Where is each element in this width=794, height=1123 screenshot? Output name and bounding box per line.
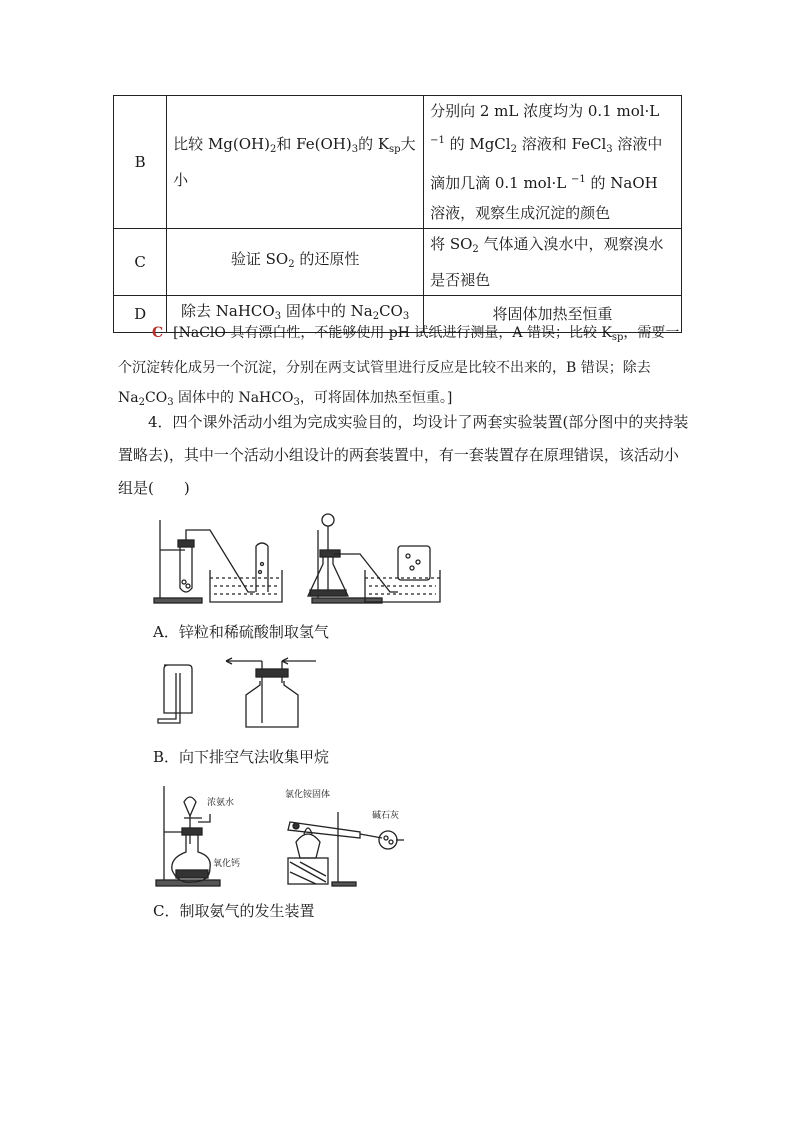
table-row [114, 96, 682, 229]
goal-cell: 比较 $Mg(OH)_2$和 $Fe(OH)_3$的 $K_{sp}$大小 [167, 96, 424, 229]
label-cao: 氧化钙 [213, 859, 241, 869]
method-cell: 分别向 2 mL 浓度均为 0.1 mol·L $^{-1}$ 的 MgCl$_2$ 溶液和 FeCl$_3$ 溶液中滴加几滴 0.1 mol·L $^{-1}$ 的 NaOH 溶液，观察生成沉淀的颜色 [424, 96, 682, 229]
experiment-table [113, 95, 682, 333]
question-4: 4．四个课外活动小组为完成实验目的，均设计了两套实验装置(部分图中的夹持装置略去)，其中一个活动小组设计的两套装置中，有一套装置存在原理错误，该活动小组是( ) [118, 413, 689, 497]
label-sodalime: 碱石灰 [372, 811, 400, 821]
option-cell: B [114, 96, 167, 229]
caption-a: A．锌粒和稀硫酸制取氢气 [153, 623, 329, 641]
label-nh4cl: 氯化铵固体 [285, 790, 331, 800]
figure-c-apparatus [150, 782, 410, 890]
goal-cell: 验证 $SO_2$ 的还原性 [167, 229, 424, 296]
goal-cell: 除去 NaHCO$_3$ 固体中的 $Na_2CO_3$ [167, 296, 424, 333]
method-cell: 将固体加热至恒重 [424, 296, 682, 333]
option-cell: D [114, 296, 167, 333]
caption-b: B．向下排空气法收集甲烷 [153, 748, 330, 766]
caption-c: C．制取氨气的发生装置 [153, 902, 315, 920]
label-ammonia: 浓氨水 [207, 798, 235, 808]
option-cell: C [114, 229, 167, 296]
figure-b-apparatus [150, 655, 325, 730]
method-cell: 将 $SO_2$ 气体通入溴水中，观察溴水是否褪色 [424, 229, 682, 296]
answer-letter: C [152, 325, 164, 341]
figure-a-apparatus [150, 512, 445, 607]
table-row [114, 229, 682, 296]
answer-explanation: C [NaClO 具有漂白性，不能够使用 pH 试纸进行测量，A 错误；比较 $K_{sp}$，需要一个沉淀转化成另一个沉淀，分别在两支试管里进行反应是比较不出来的，B 错误；除去 $Na_2CO_3$ 固体中的 NaHCO$_3$，可将固体加热至恒重。] [118, 325, 680, 408]
